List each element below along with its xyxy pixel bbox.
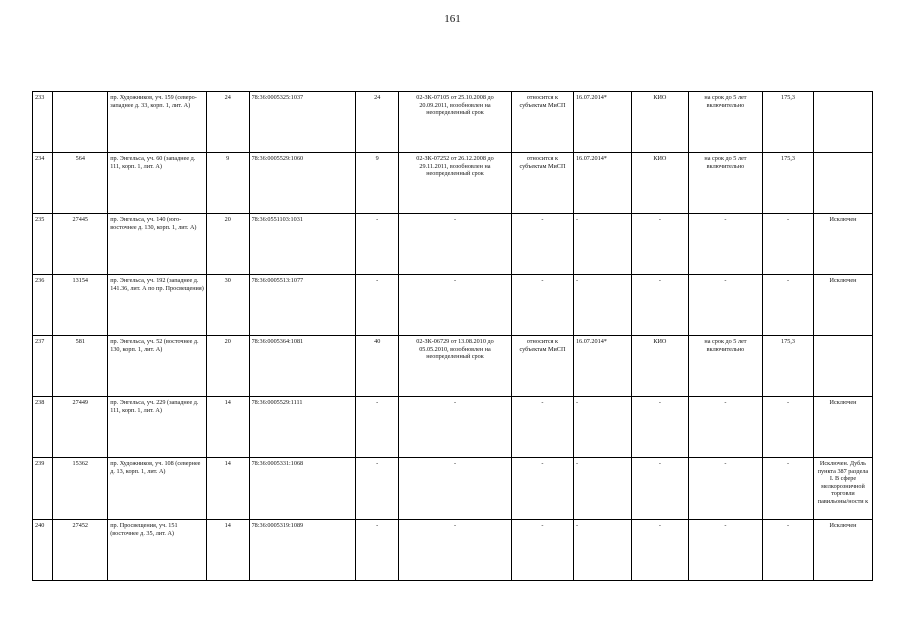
cell-object-id: 13154 <box>53 275 108 336</box>
table-row <box>33 214 873 275</box>
cell-object-id: 27449 <box>53 397 108 458</box>
table-row <box>33 458 873 520</box>
cell-area-b: - <box>356 214 399 275</box>
cell-address: пр. Энгельса, уч. 52 (восточнее д. 130, корп. 1, лит. А) <box>108 336 207 397</box>
cell-cadastral-number: 78:36:0005325:1037 <box>249 92 356 153</box>
cell-area-b: 40 <box>356 336 399 397</box>
cell-area-a: 9 <box>206 153 249 214</box>
cell-address: пр. Художников, уч. 108 (севернее д. 13, корп. 1, лит. А) <box>108 458 207 520</box>
cell-area-a: 20 <box>206 214 249 275</box>
cell-owner-category: относится к субъектам МиСП <box>511 153 573 214</box>
cell-object-id <box>53 92 108 153</box>
cell-note: Исключен <box>813 520 872 581</box>
cell-contract-info: - <box>399 458 512 520</box>
cell-square: 175,3 <box>763 153 814 214</box>
table-row <box>33 336 873 397</box>
cell-cadastral-number: 78:36:0005331:1068 <box>249 458 356 520</box>
cell-area-b: 24 <box>356 92 399 153</box>
cell-square: - <box>763 520 814 581</box>
table-row <box>33 153 873 214</box>
cell-owner-category: - <box>511 397 573 458</box>
cell-cadastral-number: 78:36:0005529:1060 <box>249 153 356 214</box>
cell-organization: - <box>631 458 688 520</box>
cell-square: 175,3 <box>763 336 814 397</box>
cell-area-b: - <box>356 397 399 458</box>
cell-area-a: 30 <box>206 275 249 336</box>
cell-object-id: 27452 <box>53 520 108 581</box>
cell-cadastral-number: 78:36:0551103:1031 <box>249 214 356 275</box>
cell-square: - <box>763 397 814 458</box>
cell-term: на срок до 5 лет включительно <box>688 92 762 153</box>
cell-address: пр. Энгельса, уч. 140 (юго-восточнее д. 130, корп. 1, лит. А) <box>108 214 207 275</box>
page-number: 161 <box>444 13 461 25</box>
cell-contract-info: 02-ЗК-07252 от 26.12.2008 до 29.11.2011, возобновлен на неопределенный срок <box>399 153 512 214</box>
cell-address: пр. Энгельса, уч. 229 (западнее д. 111, корп. 1, лит. А) <box>108 397 207 458</box>
cell-date: 16.07.2014* <box>573 336 631 397</box>
cell-row-number: 235 <box>33 214 53 275</box>
cell-term: - <box>688 275 762 336</box>
cell-contract-info: - <box>399 214 512 275</box>
cell-owner-category: - <box>511 214 573 275</box>
table-row <box>33 92 873 153</box>
cell-row-number: 234 <box>33 153 53 214</box>
cell-area-a: 14 <box>206 520 249 581</box>
cell-owner-category: - <box>511 458 573 520</box>
cell-contract-info: - <box>399 397 512 458</box>
cell-term: на срок до 5 лет включительно <box>688 153 762 214</box>
cell-term: - <box>688 458 762 520</box>
cell-date: - <box>573 520 631 581</box>
table-row <box>33 520 873 581</box>
cell-organization: - <box>631 275 688 336</box>
cell-area-a: 24 <box>206 92 249 153</box>
cell-row-number: 238 <box>33 397 53 458</box>
cell-square: 175,3 <box>763 92 814 153</box>
cell-cadastral-number: 78:36:0005513:1077 <box>249 275 356 336</box>
cell-note: Исключен <box>813 397 872 458</box>
cell-organization: КИО <box>631 92 688 153</box>
cell-owner-category: относится к субъектам МиСП <box>511 336 573 397</box>
cell-organization: КИО <box>631 153 688 214</box>
cell-cadastral-number: 78:36:0005529:1111 <box>249 397 356 458</box>
cell-square: - <box>763 275 814 336</box>
cell-term: - <box>688 520 762 581</box>
cell-term: - <box>688 397 762 458</box>
cell-contract-info: - <box>399 520 512 581</box>
cell-date: 16.07.2014* <box>573 153 631 214</box>
cell-address: пр. Энгельса, уч. 192 (западнее д. 141.36, лит. А по пр. Просвещения) <box>108 275 207 336</box>
cell-contract-info: 02-ЗК-07105 от 25.10.2008 до 20.09.2011, возобновлен на неопределенный срок <box>399 92 512 153</box>
cell-note <box>813 92 872 153</box>
cell-object-id: 564 <box>53 153 108 214</box>
cell-area-a: 20 <box>206 336 249 397</box>
cell-term: на срок до 5 лет включительно <box>688 336 762 397</box>
cell-note: Исключен <box>813 275 872 336</box>
cell-area-b: - <box>356 520 399 581</box>
cell-object-id: 27445 <box>53 214 108 275</box>
cell-area-b: 9 <box>356 153 399 214</box>
cell-organization: - <box>631 214 688 275</box>
cell-cadastral-number: 78:36:0005364:1081 <box>249 336 356 397</box>
cell-row-number: 237 <box>33 336 53 397</box>
cell-address: пр. Просвещения, уч. 151 (восточнее д. 35, лит. А) <box>108 520 207 581</box>
cell-row-number: 239 <box>33 458 53 520</box>
cell-object-id: 581 <box>53 336 108 397</box>
cell-owner-category: относится к субъектам МиСП <box>511 92 573 153</box>
cell-note: Исключен. Дубль пункта 387 раздела I. В сфере мелкорозничной торговли павильоны/ности к <box>813 458 872 520</box>
cell-term: - <box>688 214 762 275</box>
cell-date: - <box>573 275 631 336</box>
cell-area-b: - <box>356 458 399 520</box>
cell-date: - <box>573 397 631 458</box>
cell-contract-info: 02-ЗК-06729 от 13.08.2010 до 05.05.2010, возобновлен на неопределенный срок <box>399 336 512 397</box>
cell-address: пр. Энгельса, уч. 60 (западнее д. 111, корп. 1, лит. А) <box>108 153 207 214</box>
cell-row-number: 240 <box>33 520 53 581</box>
cell-note: Исключен <box>813 214 872 275</box>
cell-object-id: 15362 <box>53 458 108 520</box>
cell-date: - <box>573 214 631 275</box>
cell-area-a: 14 <box>206 458 249 520</box>
cell-note <box>813 153 872 214</box>
cell-owner-category: - <box>511 520 573 581</box>
table-row <box>33 275 873 336</box>
cell-owner-category: - <box>511 275 573 336</box>
cell-cadastral-number: 78:36:0005319:1089 <box>249 520 356 581</box>
cell-organization: - <box>631 397 688 458</box>
table-row <box>33 397 873 458</box>
cell-contract-info: - <box>399 275 512 336</box>
cell-date: 16.07.2014* <box>573 92 631 153</box>
cell-area-b: - <box>356 275 399 336</box>
cell-organization: - <box>631 520 688 581</box>
cell-row-number: 236 <box>33 275 53 336</box>
cell-organization: КИО <box>631 336 688 397</box>
cell-square: - <box>763 214 814 275</box>
cell-square: - <box>763 458 814 520</box>
register-table <box>32 91 873 581</box>
cell-address: пр. Художников, уч. 159 (северо-западнее д. 33, корп. 1, лит. А) <box>108 92 207 153</box>
cell-date: - <box>573 458 631 520</box>
cell-note <box>813 336 872 397</box>
cell-area-a: 14 <box>206 397 249 458</box>
cell-row-number: 233 <box>33 92 53 153</box>
